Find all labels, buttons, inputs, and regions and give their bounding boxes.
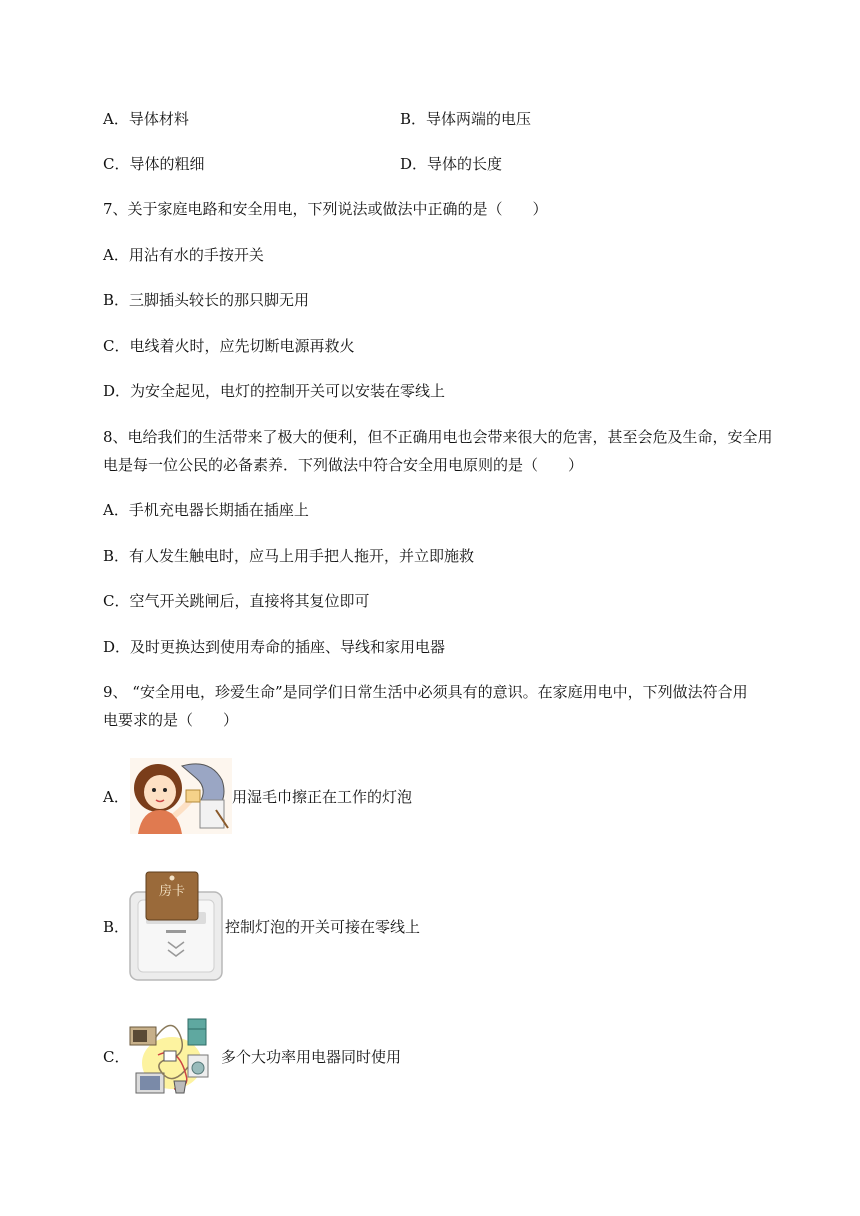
q7-option-d: D．为安全起见，电灯的控制开关可以安装在零线上: [103, 382, 446, 400]
q6-option-b: B．导体两端的电压: [400, 110, 532, 128]
q9-option-c-label: C．: [103, 1048, 130, 1066]
q6-option-c: C．导体的粗细: [103, 155, 205, 173]
q9-option-a-label: A．: [103, 788, 129, 806]
q9-stem-line1: 9、 “安全用电，珍爱生命”是同学们日常生活中必须具有的意识。在家庭用电中，下列做法符合用: [103, 683, 748, 701]
q9-option-a-text: 用湿毛巾擦正在工作的灯泡: [232, 788, 413, 806]
q9-stem-line2: 电要求的是（ ）: [103, 711, 239, 729]
q9-option-c-text: 多个大功率用电器同时使用: [221, 1048, 402, 1066]
q8-stem-line1: 8、电给我们的生活带来了极大的便利，但不正确用电也会带来很大的危害，甚至会危及生命，安全用: [103, 428, 773, 446]
q8-option-a: A．手机充电器长期插在插座上: [103, 501, 309, 519]
room-card-switch-illustration: [128, 870, 224, 982]
many-appliances-illustration: [128, 1015, 214, 1097]
q8-option-d: D．及时更换达到使用寿命的插座、导线和家用电器: [103, 638, 446, 656]
q7-stem: 7、关于家庭电路和安全用电，下列说法或做法中正确的是（ ）: [103, 200, 548, 218]
q8-option-b: B．有人发生触电时，应马上用手把人拖开，并立即施救: [103, 547, 475, 565]
wet-towel-lamp-illustration: [130, 758, 232, 834]
q9-option-b-label: B．: [103, 918, 130, 936]
room-card-label: 房卡: [158, 884, 185, 899]
q7-option-a: A．用沾有水的手按开关: [103, 246, 264, 264]
q6-option-a: A．导体材料: [103, 110, 189, 128]
q9-option-b-text: 控制灯泡的开关可接在零线上: [225, 918, 421, 936]
q8-option-c: C．空气开关跳闸后，直接将其复位即可: [103, 592, 370, 610]
q7-option-c: C．电线着火时，应先切断电源再救火: [103, 337, 355, 355]
q6-option-d: D．导体的长度: [400, 155, 503, 173]
q7-option-b: B．三脚插头较长的那只脚无用: [103, 291, 310, 309]
q8-stem-line2: 电是每一位公民的必备素养．下列做法中符合安全用电原则的是（ ）: [103, 456, 584, 474]
